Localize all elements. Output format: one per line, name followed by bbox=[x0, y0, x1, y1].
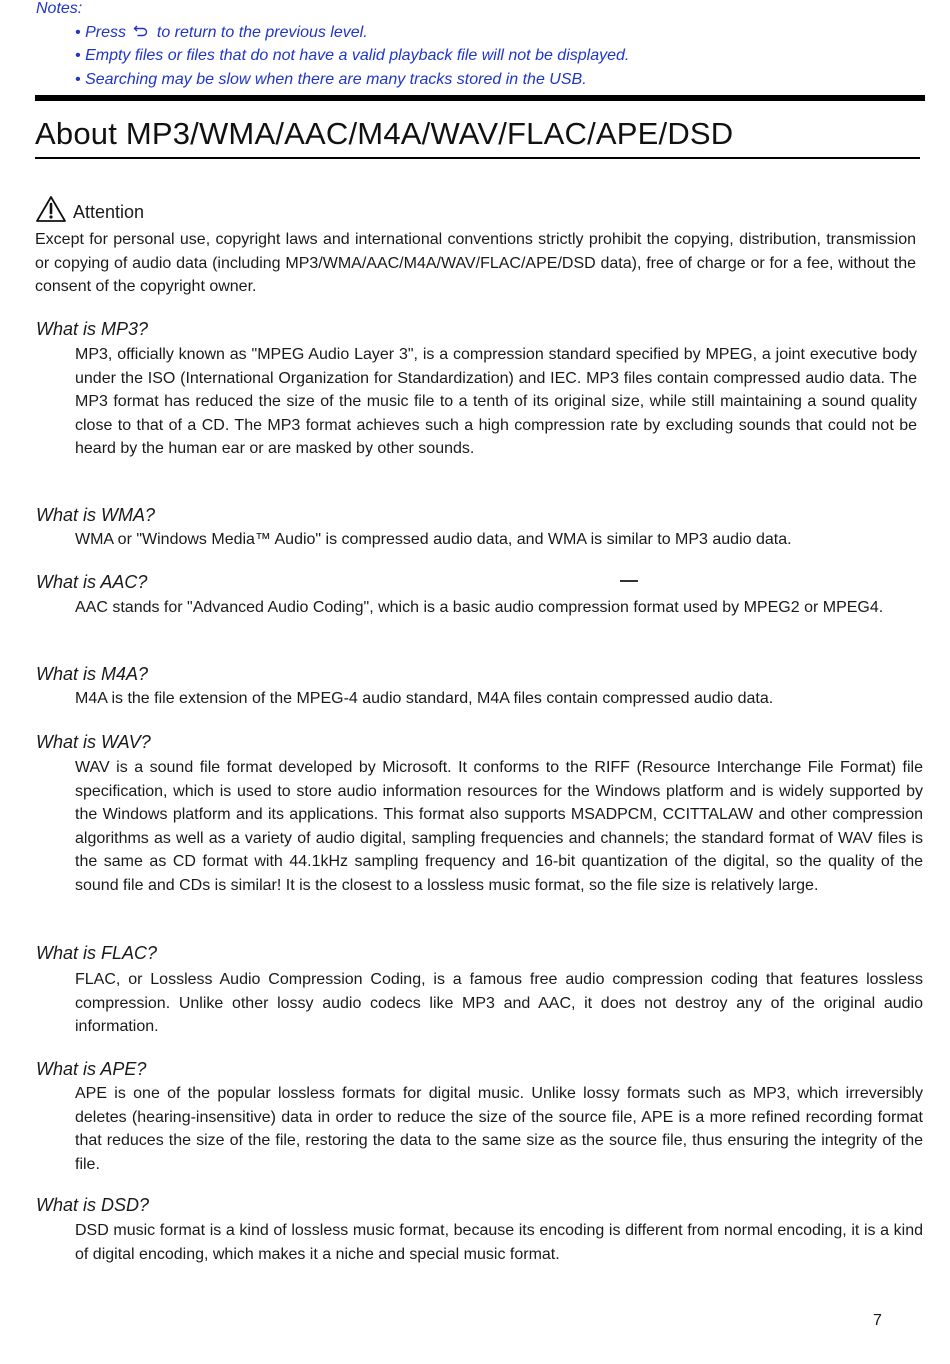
return-arrow-icon bbox=[133, 24, 149, 38]
attention-header bbox=[35, 195, 144, 223]
note-item-search bbox=[36, 68, 916, 92]
answer-flac: FLAC, or Lossless Audio Compression Coding, is a famous free audio compression coding that features lossless compression. Unlike other lossy audio codecs like MP3 and AAC, it does not destroy any of the original audio information. bbox=[75, 971, 923, 1035]
attention-text: Except for personal use, copyright laws and international conventions strictly prohibit the copying, distribution, transmission or copying of audio data (including MP3/WMA/AAC/M4A/WAV/FLAC/APE/DSD data), free of charge or for a fee, without the consent of the copyright owner. bbox=[35, 231, 916, 295]
answer-mp3: MP3, officially known as "MPEG Audio Layer 3", is a compression standard specified by MPEG, a joint executive body under the ISO (International Organization for Standardization) and IEC. MP3 files contain compressed audio data. The MP3 format has reduced the size of the music file to a tenth of its original size, while still maintaining a sound quality close to that of a CD. The MP3 format achieves such a high compression rate by excluding sounds that could not be heard by the human ear or are masked by other sounds. bbox=[75, 346, 917, 457]
answer-dsd: DSD music format is a kind of lossless music format, because its encoding is different from normal encoding, it is a kind of digital encoding, which makes it a niche and special music format. bbox=[75, 1222, 923, 1263]
bullet-mark: • bbox=[75, 47, 81, 64]
title-underline bbox=[35, 157, 920, 159]
note-press-suffix: to return to the previous level. bbox=[156, 23, 368, 41]
page-title: About MP3/WMA/AAC/M4A/WAV/FLAC/APE/DSD bbox=[35, 116, 734, 151]
question-wma: What is WMA? bbox=[36, 505, 156, 525]
page-number: 7 bbox=[873, 1312, 882, 1329]
question-m4a: What is M4A? bbox=[36, 664, 149, 684]
question-wav: What is WAV? bbox=[36, 732, 151, 752]
attention-label: Attention bbox=[73, 202, 145, 222]
question-dsd: What is DSD? bbox=[36, 1195, 150, 1215]
note-press-text: Press bbox=[85, 23, 126, 41]
answer-wma: WMA or "Windows Media™ Audio" is compressed audio data, and WMA is similar to MP3 audio data. bbox=[75, 531, 792, 548]
answer-ape: APE is one of the popular lossless formats for digital music. Unlike lossy formats such as MP3, which irreversibly deletes (hearing-insensitive) data in order to reduce the size of the source file, APE is a more refined recording format that reduces the size of the file, restoring the data to the same size as the source file, thus ensuring the integrity of the file. bbox=[75, 1085, 923, 1173]
note-text: Searching may be slow when there are many tracks stored in the USB. bbox=[85, 70, 587, 88]
answer-m4a: M4A is the file extension of the MPEG-4 audio standard, M4A files contain compressed audio data. bbox=[75, 690, 774, 707]
note-item-return bbox=[36, 21, 916, 45]
answer-wav: WAV is a sound file format developed by Microsoft. It conforms to the RIFF (Resource Interchange File Format) file specification, which is used to store audio information resources for the Windows platform and is widely supported by the Windows platform and its applications. This format also supports MSADPCM, CCITTALAW and other compression algorithms as well as a variety of audio digital, sampling frequencies and channels; the standard format of WAV files is the same as CD format with 44.1kHz sampling frequency and 16-bit quantization of the digital, so the quality of the sound file and CDs is similar! It is the closest to a lossless music format, so the file size is relatively large. bbox=[75, 759, 923, 894]
notes-heading: Notes: bbox=[36, 0, 83, 17]
bullet-mark: • bbox=[75, 23, 81, 41]
question-flac: What is FLAC? bbox=[36, 943, 158, 963]
warning-triangle-icon bbox=[35, 195, 67, 223]
note-item-empty-files bbox=[36, 44, 916, 68]
note-text: Empty files or files that do not have a valid playback file will not be displayed. bbox=[85, 47, 630, 64]
question-mp3: What is MP3? bbox=[36, 319, 149, 339]
question-aac: What is AAC? bbox=[36, 572, 148, 592]
notes-block bbox=[36, 0, 916, 91]
stray-mark bbox=[620, 580, 638, 582]
question-ape: What is APE? bbox=[36, 1059, 147, 1079]
bullet-mark: • bbox=[75, 70, 81, 88]
answer-aac: AAC stands for "Advanced Audio Coding", which is a basic audio compression format used by MPEG2 or MPEG4. bbox=[75, 599, 884, 616]
section-divider-thick bbox=[35, 95, 925, 101]
